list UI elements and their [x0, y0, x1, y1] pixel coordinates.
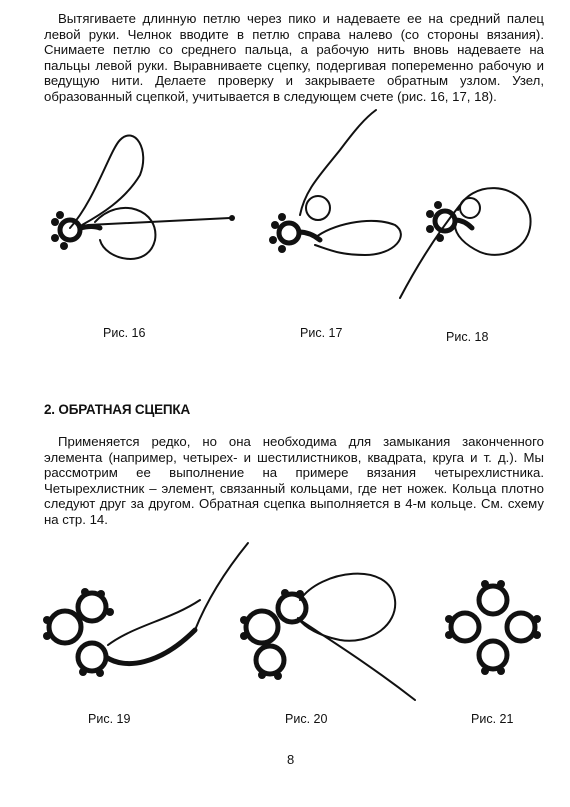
caption-fig-20: Рис. 20 [285, 712, 328, 726]
figure-19-drawing [43, 543, 248, 677]
caption-fig-17: Рис. 17 [300, 326, 343, 340]
caption-fig-19: Рис. 19 [88, 712, 131, 726]
caption-fig-21: Рис. 21 [471, 712, 514, 726]
figure-16-drawing [51, 135, 235, 258]
figure-17-drawing [269, 110, 401, 255]
caption-fig-18: Рис. 18 [446, 330, 489, 344]
section-heading: 2. ОБРАТНАЯ СЦЕПКА [44, 402, 191, 417]
caption-fig-16: Рис. 16 [103, 326, 146, 340]
figure-21-drawing [445, 580, 541, 675]
figure-18-drawing [400, 188, 531, 298]
figure-20-drawing [240, 574, 415, 700]
paragraph-section: Применяется редко, но она необходима для замыкания законченного элемента (например, четырех- и шестилистников, квадрата, круга и т. д.). Мы рассмотрим ее выполнение на примере вязания четырехлистника. Четырехлистник – элемент, связанный кольцами, где нет ножек. Кольца плотно следуют друг за другом. Обратная сцепка выполняется в 4-м кольце. См. схему на стр. 14. [44, 434, 544, 527]
page-number: 8 [287, 752, 295, 767]
paragraph-intro: Вытягиваете длинную петлю через пико и надеваете ее на средний палец левой руки. Челнок вводите в петлю справа налево (со стороны вязания). Снимаете петлю со среднего пальца, а рабочую нить вновь надеваете на пальцы левой руки. Выравниваете сцепку, подергивая попеременно рабочую и ведущую нити. Делаете проверку и закрываете обратным узлом. Узел, образованный сцепкой, учитывается в следующем счете (рис. 16, 17, 18). [44, 11, 544, 104]
